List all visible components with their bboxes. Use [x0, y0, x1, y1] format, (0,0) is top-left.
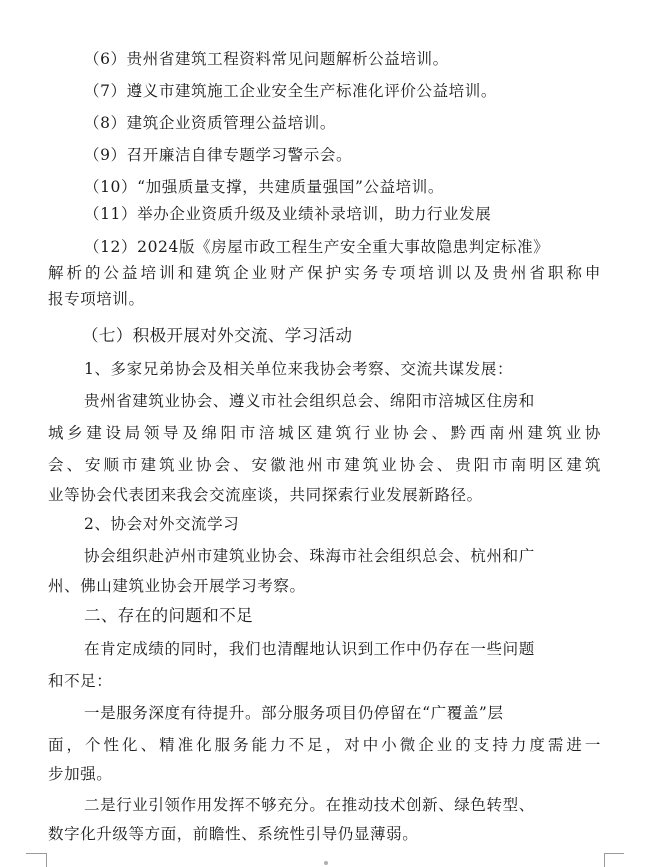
paragraph-line: 城乡建设局领导及绵阳市涪城区建筑行业协会、黔西南州建筑业协: [48, 424, 601, 442]
paragraph-line: 二是行业引领作用发挥不够充分。在推动技术创新、绿色转型、: [84, 796, 535, 814]
paragraph-line: 数字化升级等方面，前瞻性、系统性引导仍显薄弱。: [48, 825, 419, 843]
paragraph-line: 协会组织赴泸州市建筑业协会、珠海市社会组织总会、杭州和广: [84, 547, 535, 565]
paragraph-line: 步加强。: [48, 765, 113, 783]
list-item-8: （8）建筑企业资质管理公益培训。: [84, 114, 336, 132]
page-corner-mark: [26, 853, 46, 854]
list-item-12-line-2: 解析的公益培训和建筑企业财产保护实务专项培训以及贵州省职称申: [48, 264, 601, 282]
section-heading-7: （七）积极开展对外交流、学习活动: [82, 326, 353, 345]
list-item-9: （9）召开廉洁自律专题学习警示会。: [84, 146, 353, 164]
list-item-10: （10）“加强质量支撑，共建质量强国”公益培训。: [84, 178, 444, 196]
list-item-12-line-3: 报专项培训。: [48, 290, 145, 308]
paragraph-line: 在肯定成绩的同时，我们也清醒地认识到工作中仍存在一些问题: [84, 640, 535, 658]
paragraph-line: 面，个性化、精准化服务能力不足，对中小微企业的支持力度需进一: [48, 736, 601, 754]
list-item-12-line-1: （12）2024版《房屋市政工程生产安全重大事故隐患判定标准》: [84, 238, 550, 256]
list-item-11: （11）举办企业资质升级及业绩补录培训，助力行业发展: [84, 205, 492, 223]
list-item-6: （6）贵州省建筑工程资料常见问题解析公益培训。: [84, 50, 449, 68]
paragraph-line: 州、佛山建筑业协会开展学习考察。: [48, 577, 306, 595]
paragraph-line: 和不足：: [48, 672, 113, 690]
page-corner-mark: [604, 853, 605, 867]
paragraph-line: 业等协会代表团来我会交流座谈，共同探索行业发展新路径。: [48, 486, 483, 504]
section-heading-2: 二、存在的问题和不足: [84, 606, 253, 625]
list-item-7: （7）遵义市建筑施工企业安全生产标准化评价公益培训。: [84, 82, 497, 100]
page-dot-marker: [324, 861, 328, 865]
paragraph-line: 一是服务深度有待提升。部分服务项目仍停留在“广覆盖”层: [84, 704, 504, 722]
subheading-2: 2、协会对外交流学习: [84, 515, 240, 533]
paragraph-line: 贵州省建筑业协会、遵义市社会组织总会、绵阳市涪城区住房和: [84, 392, 535, 410]
page-corner-mark: [46, 853, 47, 867]
subheading-1: 1、多家兄弟协会及相关单位来我协会考察、交流共谋发展：: [84, 360, 514, 378]
page-corner-mark: [604, 853, 624, 854]
paragraph-line: 会、安顺市建筑业协会、安徽池州市建筑业协会、贵阳市南明区建筑: [48, 456, 601, 474]
